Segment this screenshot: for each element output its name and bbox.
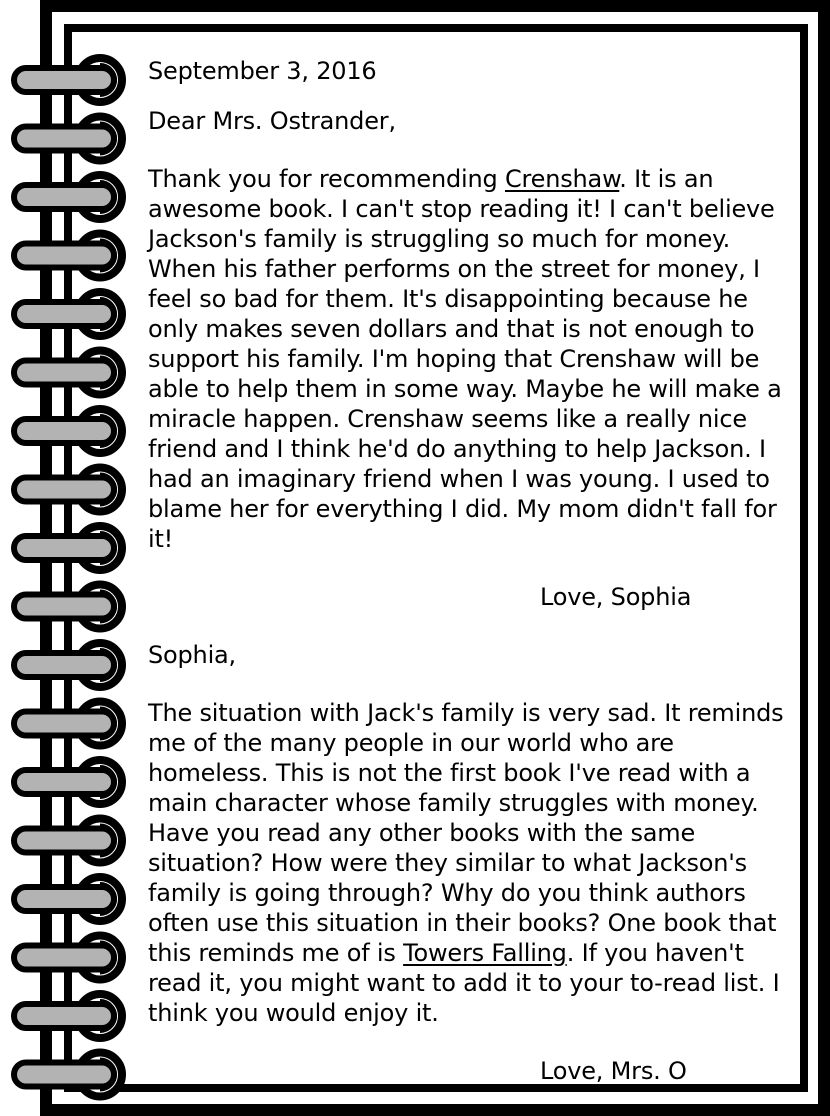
letter-date: September 3, 2016 <box>148 57 377 85</box>
spiral-ring <box>14 760 122 804</box>
spiral-ring <box>14 643 122 687</box>
spiral-ring <box>14 702 122 746</box>
spiral-ring <box>14 936 122 980</box>
spiral-ring <box>14 409 122 453</box>
spiral-ring <box>14 994 122 1038</box>
spiral-ring <box>14 877 122 921</box>
letter-greeting: Dear Mrs. Ostrander, <box>148 107 396 135</box>
spiral-ring <box>14 468 122 512</box>
spiral-ring <box>14 819 122 863</box>
spiral-ring <box>14 585 122 629</box>
reply-body <box>148 698 793 1028</box>
reply-body-start: The situation with Jack's family is very sad. It reminds me of the many people in our world who are homeless. This is not the first book I've read with a main character whose family struggles with money. Have you read any other books with the same situation? How were they similar to what Jackson's family is going through? Why do you think authors often use this situation in their books? One book that this reminds me of is <box>148 699 784 967</box>
spiral-ring <box>14 526 122 570</box>
letter-content <box>148 56 793 1086</box>
spiral-ring <box>14 58 122 102</box>
spiral-ring <box>14 292 122 336</box>
reply-body-end: . If you haven't read it, you might want to add it to your to-read list. I think you would enjoy it. <box>148 939 780 1027</box>
book-title-towers-falling: Towers Falling <box>403 939 567 967</box>
spiral-ring <box>14 351 122 395</box>
letter-body-end: . It is an awesome book. I can't stop reading it! I can't believe Jackson's family is struggling so much for money. When his father performs on the street for money, I feel so bad for them. It's disappointing because he only makes seven dollars and that is not enough to support his family. I'm hoping that Crenshaw will be able to help them in some way. Maybe he will make a miracle happen. Crenshaw seems like a really nice friend and I think he'd do anything to help Jackson. I had an imaginary friend when I was young. I used to blame her for everything I did. My mom didn't fall for it! <box>148 165 782 553</box>
book-title-crenshaw: Crenshaw <box>504 165 620 193</box>
letter-body-start: Thank you for recommending <box>148 165 505 193</box>
reply-greeting: Sophia, <box>148 641 236 669</box>
letter-body <box>148 164 793 554</box>
spiral-ring <box>14 234 122 278</box>
letter-signoff: Love, Sophia <box>540 583 692 611</box>
spiral-ring <box>14 175 122 219</box>
reply-signoff: Love, Mrs. O <box>540 1057 687 1085</box>
spiral-ring <box>14 1053 122 1097</box>
spiral-ring <box>14 117 122 161</box>
spiral-binding <box>0 0 160 1116</box>
